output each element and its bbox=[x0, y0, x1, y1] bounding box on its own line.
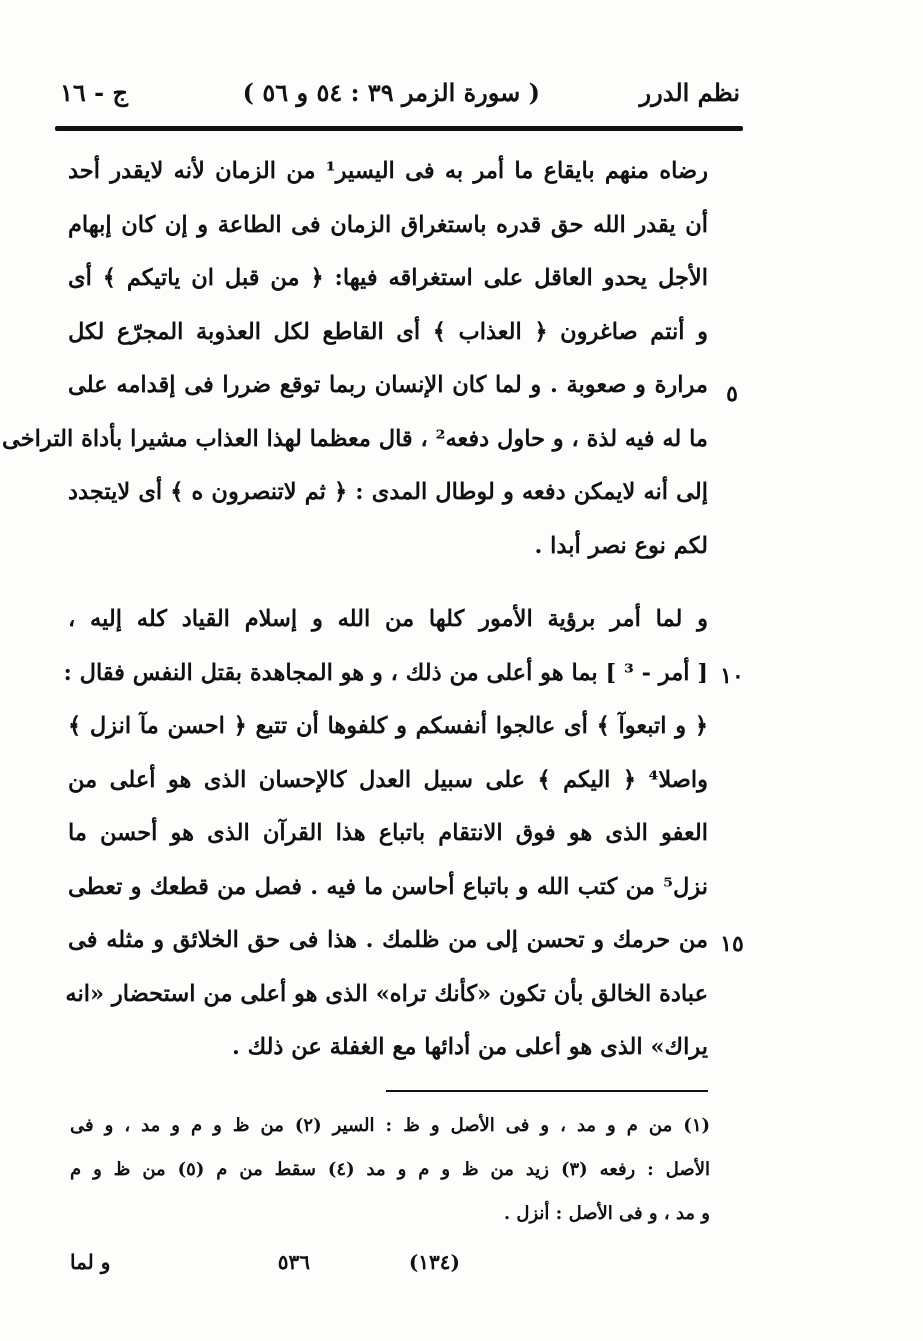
text-line: إلى أنه لايمكن دفعه و لوطال المدى : ﴿ ثم لاتنصرون ه ﴾ أى لايتجدد bbox=[68, 479, 708, 505]
text-line: من حرمك و تحسن إلى من ظلمك . هذا فى حق الخلائق و مثله فى bbox=[68, 927, 708, 953]
footnote-line: (١) من م و مد ، و فى الأصل و ظ : السير (٢) من ظ و م و مد ، و فى bbox=[70, 1115, 711, 1136]
header-rule bbox=[55, 126, 743, 131]
page-footer bbox=[70, 1250, 710, 1286]
text-line: ما له فيه لذة ، و حاول دفعه² ، قال معظما لهذا العذاب مشيرا بأداة التراخى bbox=[2, 425, 708, 452]
catchword: و لما bbox=[70, 1250, 111, 1274]
text-line: و لما أمر برؤية الأمور كلها من الله و إسلام القياد كله إليه ، bbox=[68, 606, 708, 632]
paragraph-gap bbox=[68, 573, 708, 593]
line-number-15: ١٥ bbox=[720, 931, 744, 957]
text-line: و أنتم صاغرون ﴿ العذاب ﴾ أى القاطع لكل العذوبة المجرّع لكل bbox=[68, 318, 708, 345]
text-line: لكم نوع نصر أبدا . bbox=[534, 532, 708, 559]
surah-reference: ( سورة الزمر ٣٩ : ٥٤ و ٥٦ ) bbox=[242, 78, 540, 107]
text-line: واصلا⁴ ﴿ اليكم ﴾ على سبيل العدل كالإحسان الذى هو أعلى من bbox=[68, 766, 708, 793]
footnote-line: و مد ، و فى الأصل : أنزل . bbox=[503, 1203, 710, 1224]
running-head bbox=[60, 78, 740, 118]
text-line: أن يقدر الله حق قدره باستغراق الزمان فى الطاعة و إن كان إبهام bbox=[68, 211, 708, 238]
text-line: يراك» الذى هو أعلى من أدائها مع الغفلة عن ذلك . bbox=[231, 1034, 708, 1060]
book-title: نظم الدرر bbox=[639, 78, 740, 107]
text-line: الأجل يحدو العاقل على استغراقه فيها: ﴿ من قبل ان ياتيكم ﴾ أى bbox=[68, 265, 708, 291]
line-number-10: ١٠ bbox=[720, 663, 744, 689]
text-line: نزل⁵ من كتب الله و باتباع أحاسن ما فيه . فصل من قطعك و تعطى bbox=[68, 873, 708, 900]
page-number: (١٣٤) bbox=[408, 1250, 460, 1274]
text-line: [ أمر - ³ ] بما هو أعلى من ذلك ، و هو المجاهدة بقتل النفس فقال : bbox=[63, 659, 708, 686]
text-line: عبادة الخالق بأن تكون «كأنك تراه» الذى هو أعلى من استحضار «انه bbox=[65, 980, 708, 1007]
line-number-5: ٥ bbox=[726, 381, 738, 407]
text-line: العفو الذى هو فوق الانتقام باتباع هذا القرآن الذى هو أحسن ما bbox=[68, 820, 708, 846]
text-line: ﴿ و اتبعوآ ﴾ أى عالجوا أنفسكم و كلفوها أن تتبع ﴿ احسن مآ انزل ﴾ bbox=[68, 713, 708, 739]
text-line: رضاه منهم بايقاع ما أمر به فى اليسير¹ من الزمان لأنه لايقدر أحد bbox=[68, 158, 708, 184]
sequence-number: ٥٣٦ bbox=[277, 1250, 310, 1274]
footnote-rule bbox=[386, 1090, 708, 1092]
part-number: ج - ١٦ bbox=[60, 78, 128, 107]
text-line: مرارة و صعوبة . و لما كان الإنسان ربما توقع ضررا فى إقدامه على bbox=[68, 372, 708, 398]
footnotes bbox=[70, 1104, 710, 1236]
main-text bbox=[2, 145, 708, 1075]
footnote-line: الأصل : رفعه (٣) زيد من ظ و م و مد (٤) سقط من م (٥) من ظ و م bbox=[70, 1159, 710, 1180]
